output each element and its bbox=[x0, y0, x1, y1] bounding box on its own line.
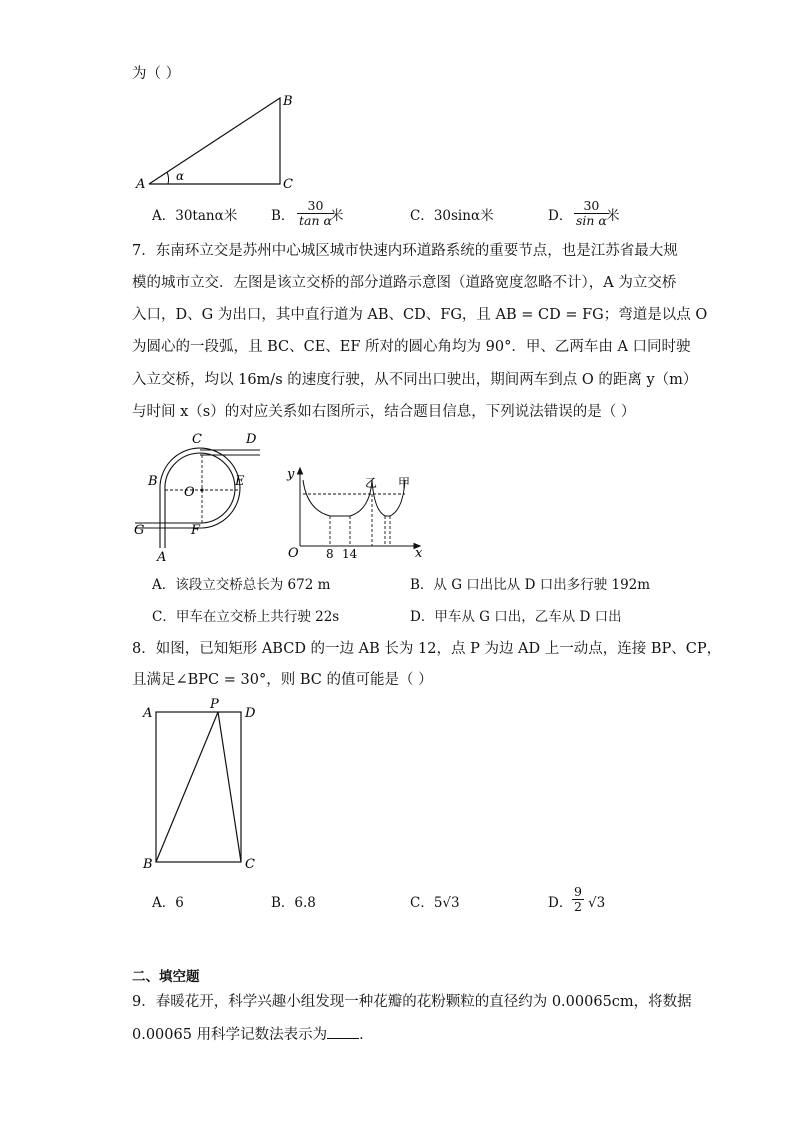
q6-option-b-numerator: 30 bbox=[307, 198, 324, 213]
q7-graph-label-y: y bbox=[287, 467, 295, 482]
q8-label-D: D bbox=[245, 706, 256, 721]
q8-option-d-prefix: D． bbox=[548, 895, 573, 911]
q7-option-c: C．甲车在立交桥上共行驶 22s bbox=[152, 609, 340, 625]
q6-option-d-prefix: D． bbox=[548, 208, 573, 224]
q7-left-label-D: D bbox=[246, 432, 257, 447]
q8-label-A: A bbox=[143, 706, 153, 721]
q9-line-1: 9．春暖花开，科学兴趣小组发现一种花瓣的花粉颗粒的直径约为 0.00065cm，将数据 bbox=[132, 994, 692, 1010]
q6-label-C: C bbox=[283, 177, 293, 192]
q7-left-label-E: E bbox=[235, 474, 245, 489]
q7-graph-label-origin: O bbox=[288, 546, 299, 558]
q7-graph-label-yi: 乙 bbox=[365, 476, 378, 490]
q8-line-1: 8．如图，已知矩形 ABCD 的一边 AB 长为 12，点 P 为边 AD 上一动点，连接 BP、CP， bbox=[132, 641, 722, 657]
q7-left-label-B: B bbox=[148, 474, 158, 489]
q6-option-b-prefix: B． bbox=[271, 208, 295, 224]
q8-label-B: B bbox=[143, 857, 153, 872]
q6-option-a: A．30tanα米 bbox=[152, 208, 238, 224]
q9-line-2-end: ． bbox=[359, 1027, 374, 1043]
q6-option-b-unit: 米 bbox=[330, 208, 344, 224]
q9-line-2-text: 0.00065 用科学记数法表示为 bbox=[132, 1027, 328, 1043]
q7-line-5: 入立交桥，均以 16m/s 的速度行驶，从不同出口驶出，期间两车到点 O 的距离 y（m） bbox=[132, 372, 698, 388]
q7-left-label-A: A bbox=[157, 550, 167, 564]
q6-option-d-denominator: sin α bbox=[576, 213, 607, 228]
q6-option-d-numerator: 30 bbox=[583, 198, 600, 213]
q9-line-2 bbox=[132, 1024, 374, 1045]
q7-graph-tick-14: 14 bbox=[342, 547, 358, 558]
q8-rectangle-figure bbox=[138, 692, 268, 872]
q6-label-alpha: α bbox=[176, 169, 185, 183]
q6-option-c: C．30sinα米 bbox=[410, 208, 494, 224]
q8-option-d-fraction bbox=[572, 885, 584, 914]
q9-answer-blank[interactable] bbox=[327, 1024, 359, 1039]
q6-option-d-unit: 米 bbox=[606, 208, 620, 224]
q8-line-2: 且满足∠BPC = 30°，则 BC 的值可能是（ ） bbox=[132, 672, 433, 688]
q7-line-2: 模的城市立交．左图是该立交桥的部分道路示意图（道路宽度忽略不计），A 为立交桥 bbox=[132, 275, 677, 291]
q6-label-A: A bbox=[136, 177, 146, 192]
q6-option-b-fraction bbox=[297, 199, 334, 228]
q8-label-P: P bbox=[210, 697, 219, 712]
q7-interchange-figure bbox=[130, 428, 280, 564]
q8-option-d-tail: √3 bbox=[588, 895, 606, 911]
q7-option-b: B．从 G 口出比从 D 口出多行驶 192m bbox=[410, 577, 651, 593]
q7-left-label-C: C bbox=[192, 432, 202, 447]
q8-option-d-numerator: 9 bbox=[574, 884, 582, 899]
q6-option-b-denominator: tan α bbox=[299, 213, 332, 228]
q8-option-c: C．5√3 bbox=[410, 895, 460, 911]
q7-line-4: 为圆心的一段弧，且 BC、CE、EF 所对的圆心角均为 90°．甲、乙两车由 A 口同时驶 bbox=[132, 339, 691, 355]
q7-graph-label-jia: 甲 bbox=[398, 476, 411, 490]
section-title-fill-in: 二、填空题 bbox=[132, 969, 200, 985]
q7-option-d: D．甲车从 G 口出，乙车从 D 口出 bbox=[410, 609, 622, 625]
q7-option-a: A．该段立交桥总长为 672 m bbox=[152, 577, 331, 593]
q7-distance-time-graph bbox=[285, 462, 430, 558]
q7-line-3: 入口，D、G 为出口，其中直行道为 AB、CD、FG，且 AB = CD = FG；弯道是以点 O bbox=[132, 307, 708, 323]
q7-graph-tick-8: 8 bbox=[326, 547, 334, 558]
q7-left-label-G: G bbox=[134, 523, 145, 538]
q6-option-d-fraction bbox=[574, 199, 609, 228]
q8-label-C: C bbox=[245, 857, 255, 872]
q7-line-1: 7．东南环立交是苏州中心城区城市快速内环道路系统的重要节点，也是江苏省最大规 bbox=[132, 243, 678, 259]
q8-option-a: A．6 bbox=[152, 895, 184, 911]
q7-left-label-F: F bbox=[191, 523, 201, 538]
q6-tail: 为（ ） bbox=[132, 66, 181, 82]
q7-left-label-O: O bbox=[184, 485, 195, 500]
q8-option-d-denominator: 2 bbox=[574, 899, 582, 914]
q7-graph-label-x: x bbox=[415, 546, 423, 558]
q8-option-b: B．6.8 bbox=[271, 895, 316, 911]
q7-line-6: 与时间 x（s）的对应关系如右图所示，结合题目信息，下列说法错误的是（ ） bbox=[132, 404, 636, 420]
q6-label-B: B bbox=[283, 94, 293, 109]
q6-triangle-figure bbox=[130, 88, 305, 193]
